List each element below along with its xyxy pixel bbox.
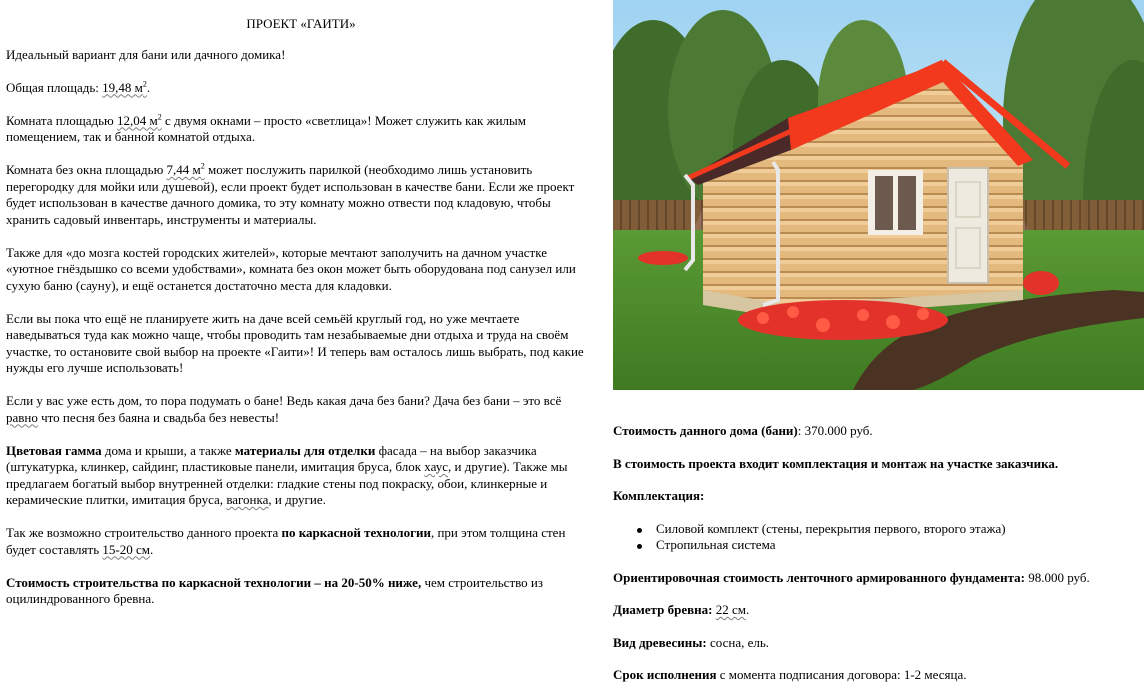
includes-line: В стоимость проекта входит комплектация и монтаж на участке заказчика.: [613, 455, 1059, 471]
seasonal-use-paragraph: Если вы пока что ещё не планируете жить на даче всей семьёй круглый год, но уже мечтаете наведываться туда как можно чаще, чтобы проводить там незабываемые дни отдыха и труда на своём участке, то остановите свой выбор на проекте «Гаити»! И теперь вам осталось лишь выбрать, под какие нужды его лучше использовать!: [6, 310, 584, 375]
frame-technology-paragraph: Так же возможно строительство данного проекта по каркасной технологии, при этом толщина стен будет составлять 15-20 см.: [6, 525, 566, 557]
city-dwellers-paragraph: Также для «до мозга костей городских жителей», которые мечтают заполучить на дачном участке «уютное гнёздышко со всеми удобствами», комната без окон может быть оборудована под санузел или сухую баню (сауну), и ещё останется достаточно места для кладовки.: [6, 244, 576, 293]
details-column: [613, 0, 1144, 700]
description-column: [6, 0, 596, 624]
bullet-icon: [637, 544, 642, 549]
room-dark-paragraph: Комната без окна площадью 7,44 $м^2$ может послужить парилкой (необходимо лишь установить перегородку для мойки или душевой), если проект будет использован в качестве бани. Если же проект будет использован в качестве дачного домика, то эту комнату можно отвести под кладовую, чтобы хранить садовый инвентарь, инструменты и материалы.: [6, 161, 575, 227]
term-line: Срок исполнения с момента подписания договора: 1-2 месяца.: [613, 667, 967, 682]
finishing-paragraph: Цветовая гамма дома и крыши, а также материалы для отделки фасада – на выбор заказчика (штукатурка, клинкер, сайдинг, пластиковые панели, имитация бруса, блок хаус, и другие). Также мы предлагаем богатый выбор внутренней отделки: гладкие стены под покраску, обои, клинкерные и керамические плитки, имитация бруса, вагонка, и другие.: [6, 442, 568, 507]
house-cost-line: Стоимость данного дома (бани): 370.000 руб.: [613, 423, 873, 438]
kit-item: Стропильная система: [613, 537, 1144, 554]
house-photo: [613, 0, 1144, 390]
bathhouse-paragraph: Если у вас уже есть дом, то пора подумать о бане! Ведь какая дача без бани? Дача без бани – это всё равно что песня без баяна и свадьба без невесты!: [6, 393, 562, 425]
room-light-area: 12,04 $м^2$: [116, 112, 162, 128]
wood-type-line: Вид древесины: сосна, ель.: [613, 634, 770, 650]
foundation-cost-line: Ориентировочная стоимость ленточного армированного фундамента: 98.000 руб.: [613, 569, 1090, 585]
room-dark-area: 7,44 $м^2$: [166, 161, 205, 177]
bullet-icon: [637, 528, 642, 533]
page-title: ПРОЕКТ «ГАИТИ»: [246, 16, 356, 31]
kit-list: [613, 521, 1144, 554]
room-light-paragraph: Комната площадью 12,04 $м^2$ с двумя окнами – просто «светлица»! Может служить как жилым помещением, так и банной комнатой отдыха.: [6, 112, 526, 144]
log-diameter-line: Диаметр бревна: 22 см.: [613, 602, 750, 617]
total-area-paragraph: Общая площадь: 19,48 $м^2$.: [6, 79, 151, 95]
kit-heading: Комплектация:: [613, 488, 705, 503]
total-area-value: 19,48 $м^2$: [102, 79, 147, 95]
frame-cost-paragraph: Стоимость строительства по каркасной технологии – на 20-50% ниже, чем строительство из оцилиндрованного бревна.: [6, 574, 544, 606]
kit-item: Силовой комплект (стены, перекрытия первого, второго этажа): [613, 521, 1144, 538]
intro-paragraph: Идеальный вариант для бани или дачного домика!: [6, 46, 286, 62]
